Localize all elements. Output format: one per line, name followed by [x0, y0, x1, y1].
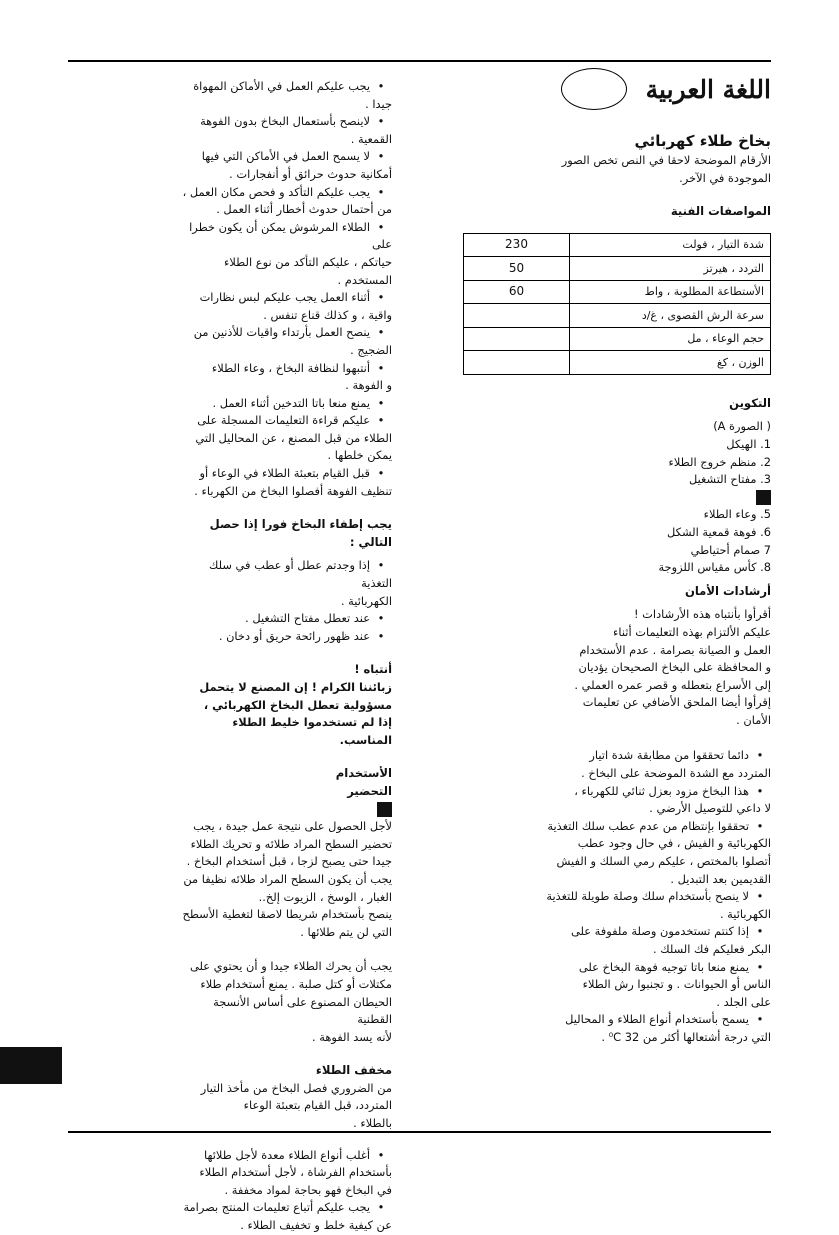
text-line: لأنه يسد الفوهة .	[312, 1029, 392, 1044]
warning-title: أنتباه !	[354, 662, 392, 677]
table-row: حجم الوعاء ، مل	[464, 327, 771, 351]
composition-heading: التكوين	[729, 395, 771, 410]
text-line: زبائننا الكرام ! إن المصنع لا يتحمل	[199, 680, 392, 694]
usage-heading: الأستخدام	[335, 766, 392, 781]
bottom-rule	[68, 1131, 771, 1133]
list-item: 7 صمام أحتياطي	[690, 542, 771, 557]
text-line: الحيطان المصنوع على أساس الأنسجة القطنية	[213, 994, 392, 1027]
list-item: 2. منظم خروج الطلاء	[668, 454, 771, 469]
thinner-heading: مخفف الطلاء	[315, 1063, 392, 1078]
language-oval-marker	[561, 68, 627, 110]
safety-bullets-continued	[178, 78, 392, 500]
figure-reference: ( الصورة A)	[713, 419, 771, 434]
stir-paragraph	[178, 958, 392, 1046]
table-row: الأستطاعة المطلوبة ، واط 60	[464, 280, 771, 304]
list-item: •يجب عليكم العمل في الأماكن المهواة جيدا .	[193, 79, 392, 111]
text-line: بالطلاء .	[353, 1116, 392, 1131]
specs-heading: المواصفات الفنية	[670, 204, 771, 219]
product-intro-line: الأرقام الموضحة لاحقا في النص تخص الصور	[561, 153, 771, 167]
list-item: •عند ظهور رائحة حريق أو دخان .	[218, 628, 385, 643]
list-item: •يسمح بأستخدام أنواع الطلاء و المحاليل التي درجة أشتعالها أكثر من 32 ⁰C .	[565, 1012, 771, 1044]
list-item: •قبل القيام بتعبئة الطلاء في الوعاء أو تنظيف الفوهة أفصلوا البخاخ من الكهرباء .	[194, 466, 392, 498]
text-line: الأمان .	[736, 712, 771, 727]
list-item: •عليكم قراءة التعليمات المسجلة على الطلاء من قبل المصنع ، عن المحاليل التي يمكن خلطها .	[195, 413, 392, 463]
text-line: العمل و الصيانة بصرامة . عدم الأستخدام	[579, 642, 771, 657]
stop-heading: يجب إطفاء البخاخ فورا إذا حصل التالي :	[209, 517, 392, 549]
list-item: •يمنع منعا باتا توجيه فوهة البخاخ على الناس أو الحيوانات . و تجنبوا رش الطلاء على الجلد .	[578, 959, 771, 1009]
text-line: من الضروري فصل البخاخ من مأخذ التيار	[200, 1080, 392, 1095]
language-title: اللغة العربية	[645, 75, 771, 104]
text-line: لأجل الحصول على نتيجة عمل جيدة ، يجب	[193, 819, 392, 834]
list-item: •عند تعطل مفتاح التشغيل .	[245, 611, 385, 626]
product-intro-line: الموجودة في الآخر.	[679, 170, 771, 185]
product-section	[463, 130, 771, 187]
safety-intro	[463, 606, 771, 729]
list-item: •يجب عليكم التأكد و فحص مكان العمل ، من أحتمال حدوث أخطار أثناء العمل .	[182, 184, 392, 217]
text-line: أقرأوا بأنتباه هذه الأرشادات !	[634, 607, 771, 622]
list-item: •أغلب أنواع الطلاء معدة لأجل طلائها بأستخدام الفرشاة ، لأجل أستخدام الطلاء في البخاخ فهو بحاجة لمواد مخففة .	[199, 1147, 392, 1197]
text-line: ينصح بأستخدام شريطا لاصقا لتغطية الأسطح	[182, 907, 392, 922]
list-item: •يجب عليكم أتباع تعليمات المنتج بصرامة عن كيفية خلط و تخفيف الطلاء .	[183, 1200, 392, 1233]
safety-heading: أرشادات الأمان	[684, 583, 771, 598]
stop-bullets	[178, 557, 392, 645]
title-row	[463, 66, 771, 130]
text-line: تحضير السطح المراد طلائه و تحريك الطلاء	[190, 836, 392, 851]
table-row: سرعة الرش القصوى ، غ/د	[464, 304, 771, 328]
text-line: إذا لم تستخدموا خليط الطلاء المناسب.	[232, 715, 392, 747]
list-item: 5. وعاء الطلاء	[703, 507, 771, 522]
top-rule	[68, 60, 771, 62]
text-line: المتردد، قبل القيام بتعبئة الوعاء	[243, 1098, 392, 1113]
list-item: •أثناء العمل يجب عليكم لبس نظارات واقية ، و كذلك قناع تنفس .	[199, 290, 392, 322]
list-item: •تحققوا بإنتظام من عدم عطب سلك التغذية الكهربائية و الفيش ، في حال وجود عطب أتصلوا بالمختص ، عليكم رمي السلك و الفيش القديمين بعد التبديل .	[547, 818, 771, 886]
list-item: •ينصح العمل بأرتداء واقيات للأذنين من الضجيج .	[193, 325, 392, 357]
product-title: بخاخ طلاء كهربائي	[634, 132, 771, 150]
text-line: التي لن يتم طلائها .	[300, 924, 392, 939]
list-item: 6. فوهة قمعية الشكل	[667, 524, 771, 539]
list-item: •لا يسمح العمل في الأماكن التي فيها أمكانية حدوث حرائق أو أنفجارات .	[201, 149, 392, 181]
thinner-paragraph	[178, 1080, 392, 1133]
text-line: إلى الأسراع بتعطله و قصر عمره العملي .	[574, 677, 771, 692]
list-item: •إذا وجدتم عطل أو عطب في سلك التغذية الكهربائية .	[208, 558, 392, 608]
list-item: 8. كأس مقياس اللزوجة	[658, 560, 771, 575]
table-row: الوزن ، كغ	[464, 351, 771, 375]
list-item: •هذا البخاخ مزود بعزل ثنائي للكهرباء ، لا داعي للتوصيل الأرضي .	[574, 783, 771, 816]
list-item: 1. الهيكل	[726, 436, 771, 451]
left-column	[178, 78, 392, 1235]
list-item: •الطلاء المرشوش يمكن أن يكون خطرا على حياتكم ، عليكم التأكد من نوع الطلاء المستخدم .	[189, 219, 392, 287]
list-item: •دائما تحققوا من مطابقة شدة اتيار المتردد مع الشدة الموضحة على البخاخ .	[581, 748, 771, 781]
list-item: •لاينصح بأستعمال البخاخ بدون الفوهة القمعية .	[200, 114, 392, 146]
text-line: و المحافظة على البخاخ الصحيحان يؤديان	[578, 660, 771, 675]
list-item: •لا ينصح بأستخدام سلك وصلة طويلة للتغذية الكهربائية .	[546, 889, 771, 921]
text-line: عليكم الألتزام بهذه التعليمات أثناء	[613, 624, 771, 639]
specs-table	[463, 233, 771, 375]
table-row: التردد ، هيرتز 50	[464, 257, 771, 281]
table-row: شدة التيار ، فولت 230	[464, 233, 771, 257]
text-line: جيدا حتى يصبح لزجا ، قبل أستخدام البخاخ .	[186, 854, 392, 869]
text-line: الغبار ، الوسخ ، الزيوت إلخ..	[258, 889, 392, 904]
text-line: إقرأوا أيضا الملحق الأضافي عن تعليمات	[582, 695, 771, 710]
list-item	[463, 489, 771, 507]
page-edge-tab	[0, 1047, 62, 1084]
list-item: 3. مفتاح التشغيل	[688, 472, 771, 487]
list-item: •يمنع منعا باتا التدخين أثناء العمل .	[212, 395, 385, 410]
text-line: مسؤولية تعطل البخاخ الكهربائي ،	[203, 697, 392, 712]
prep-paragraph	[178, 818, 392, 941]
warning-block	[178, 661, 392, 749]
text-line: يجب أن يحرك الطلاء جيدا و أن يحتوي على	[189, 959, 392, 974]
safety-bullets	[463, 747, 771, 1046]
text-line: يجب أن يكون السطح المراد طلائه نظيفا من	[183, 871, 392, 886]
right-column	[463, 66, 771, 1047]
black-square-icon	[377, 802, 392, 817]
black-square-icon	[756, 490, 771, 505]
text-line: مكتلات أو كتل صلبة . يمنع أستخدام طلاء	[200, 976, 392, 991]
list-item	[178, 801, 392, 819]
list-item: •إذا كنتم تستخدمون وصلة ملفوفة على البكر فعليكم فك السلك .	[570, 924, 771, 956]
prep-heading: التحضير	[347, 783, 392, 798]
list-item: •أنتبهوا لنظافة البخاخ ، وعاء الطلاء و الفوهة .	[211, 360, 392, 393]
